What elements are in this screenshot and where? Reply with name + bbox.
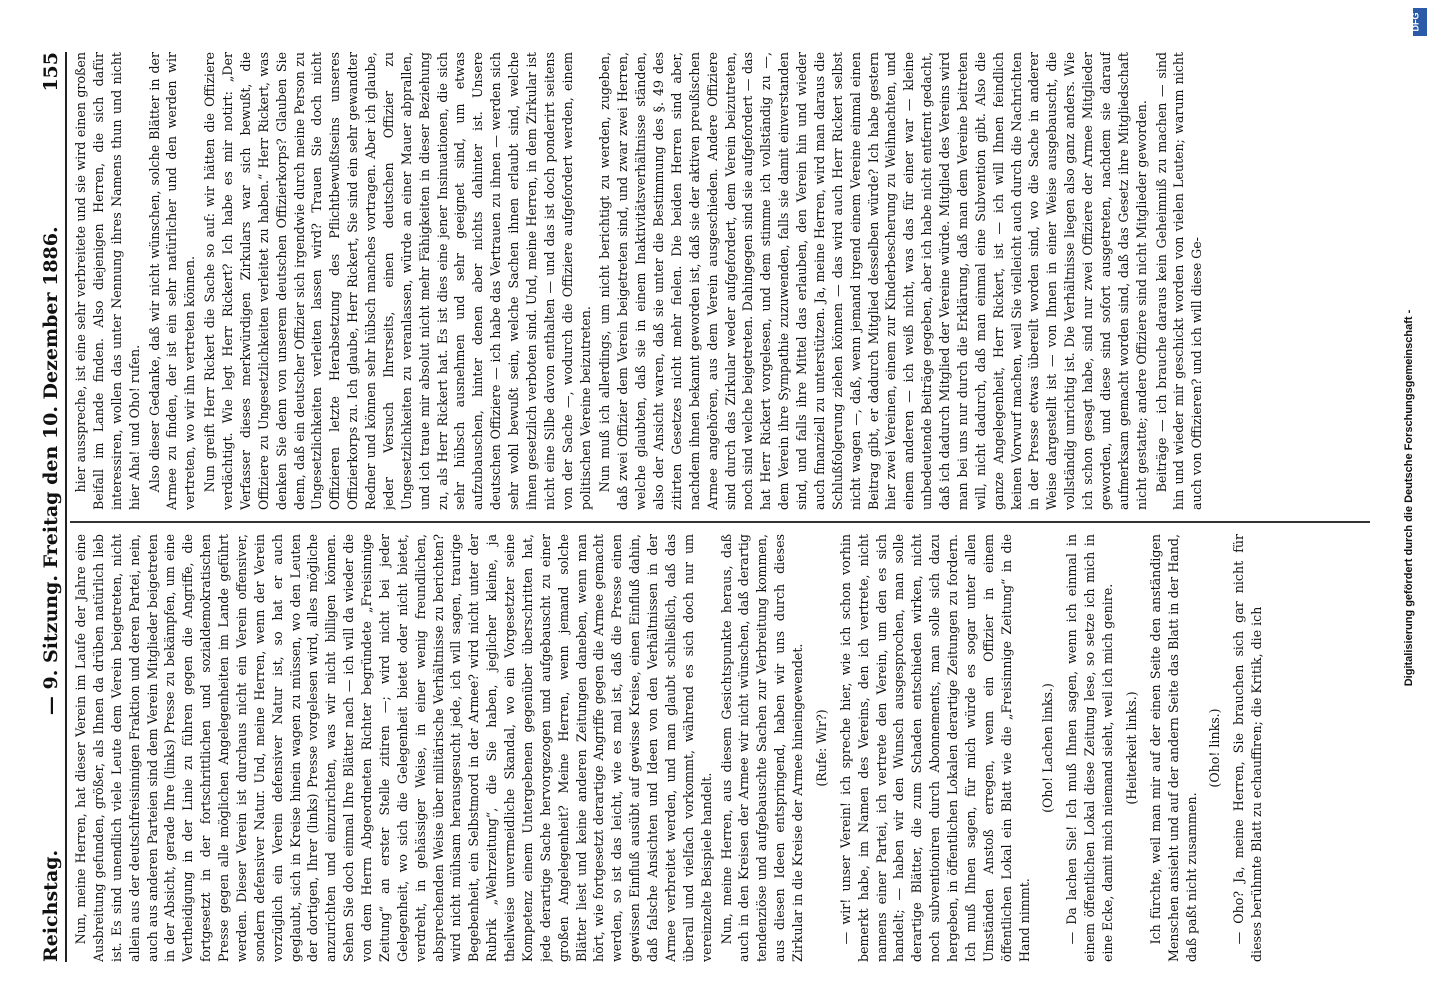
dfg-logo (1410, 8, 1427, 36)
header-date: — 9. Sitzung. Freitag den 10. Dezember 1886. (40, 226, 62, 716)
page-header (34, 52, 67, 962)
paragraph: Ich fürchte, weil man mir auf der einen Seite den anständigen Menschen ansieht und auf der andern Seite das Blatt in der Hand, daß paßt nicht zusammen. (1147, 534, 1199, 962)
digitization-credit (1397, 0, 1421, 1000)
paragraph: Nun greift Herr Rickert die Sache so auf: wir hätten die Offiziere verdächtigt. Wie legt Herr Rickert? Ich habe es mir notirt: „Der Verfasser dieses merkwürdigen Zirkulars war sich bewußt, die Offiziere zu Ungesetzlichkeiten verleitet zu haben.“ Herr Rickert, was denken Sie denn von unserem deutschen Offizierkorps? Glauben Sie denn, daß ein deutscher Offizier sich irgendwie durch meine Person zu Ungesetzlichkeiten verleiten lassen wird? Trauen Sie doch nicht Offizieren letzte Herabsetzung des Pflichtbewußtseins unseres Offizierkorps zu. Ich glaube, Herr Rickert, Sie sind ein sehr gewandter Redner und können sehr hübsch manches vortragen. Aber ich glaube, jeder Versuch Ihrerseits, einen deutschen Offizier zu Ungesetzlichkeiten zu veranlassen, würde an einer Mauer abprallen, und ich traue mir absolut nicht mehr Fähigkeiten in dieser Beziehung zu, als Herr Rickert hat. Es ist dies eine jener Insinuationen, die sich sehr hübsch ausnehmen und sehr geeignet sind, um etwas aufzubauschen, hinter denen aber nichts dahinter ist. Unsere deutschen Offiziere — ich habe das Vertrauen zu ihnen — werden sich sehr wohl bewußt sein, welche Sachen ihnen erlaubt sind, welche ihnen gesetzlich verboten sind. Und, meine Herren, in dem Zirkular ist nicht eine Silbe davon enthalten — und das ist doch ponderirt seitens von der Sache —, wodurch die Offiziere aufgefordert werden, einem politischen Vereine beizutreten. (202, 52, 593, 510)
paragraph: — wir! unser Verein! ich spreche hier, wie ich schon vorhin bemerkt habe, im Namen des Vereins, den ich vertrete, nicht namens einer Partei, ich vertrete den Verein, um den es sich handelt; — haben wir den Wunsch ausgesprochen, man solle derartige Blätter, die zum Schaden entschieden wirken, nicht noch subventioniren durch Abonnements, man solle sich dazu hergeben, in öffentlichen Lokalen derartige Zeitungen zu fordern. Ich muß Ihnen sagen, für mich würde es sogar unter allen Umständen Anstoß erregen, wenn ein Offizier in einem öffentlichen Lokal ein Blatt wie die „Freisinnige Zeitung“ in die Hand nimmt. (837, 534, 1032, 962)
paragraph: Also dieser Gedanke, daß wir nicht wünschen, solche Blätter in der Armee zu finden, der ist ein sehr natürlicher und den werden wir vertreten, wo wir ihn vertreten können. (146, 52, 198, 510)
right-column (72, 52, 1372, 510)
left-column (72, 534, 1372, 962)
header-left: Reichstag. (40, 849, 62, 962)
dfg-logo-text: DFG (1410, 12, 1421, 32)
paragraph: (Oho! Lachen links.) (1040, 683, 1056, 813)
column-divider (70, 521, 1370, 523)
paragraph: (Oho! links.) (1207, 708, 1223, 788)
credit-text: Digitalisierung gefördert durch die Deutsche Forschungsgemeinschaft - (1403, 309, 1415, 687)
paragraph: Nun muß ich allerdings, um nicht berichtigt zu werden, zugeben, daß zwei Offizier dem Verein beigetreten sind, und zwar zwei Herren, welche glaubten, daß sie in einem Inaktivitätsverhältnisse ständen, also der Ansicht waren, daß sie unter die Bestimmung des §. 49 des zitirten Gesetzes nicht mehr fielen. Die beiden Herren sind aber, nachdem ihnen bekannt geworden ist, daß sie der aktiven preußischen Armee angehören, aus dem Verein ausgeschieden. Andere Offiziere sind durch das Zirkular weder aufgefordert, dem Verein beizutreten, noch sind welche beigetreten. Dahingegen sind sie aufgefordert — das hat Herr Rickert vorgelesen, und dem stimme ich vollständig zu —, dem Verein ihre Sympathie zuzuwenden, falls sie damit einverstanden sind, und falls ihre Mittel das erlauben, den Verein hin und wieder auch finanziell zu unterstützen. Ja, meine Herren, wird man daraus die Schlußfolgerung ziehen können — das wird auch Herr Rickert selbst nicht wagen —, daß, wenn jemand irgend einem Vereine einmal einen Beitrag gibt, er dadurch Mitglied desselben würde? Ich habe gestern hier zwei Vereinen, einem zur Kinderbescherung zu Weihnachten, und einem anderen — ich weiß nicht, was das für einer war — kleine unbedeutende Beiträge gegeben, aber ich habe nicht entfernt gedacht, daß ich dadurch Mitglied der Vereine würde. Mitglied des Vereins wird man bei uns nur durch die Erklärung, daß man dem Vereine beitreten will, nicht dadurch, daß man einmal eine Subvention gibt. Also die ganze Angelegenheit, Herr Rickert, ist — ich will Ihnen feindlich keinen Vorwurf machen, weil Sie vielleicht auch durch die Nachrichten in der Presse etwas übereilt worden sind, wo die Sache in anderer Weise dargestellt ist — von Ihnen in einer Weise ausgebauscht, die vollständig unrichtig ist. Die Verhältnisse liegen also ganz anders. Wie ich schon gesagt habe, sind nur zwei Offiziere der Armee Mitglieder geworden, und diese sind sofort ausgetreten, nachdem sie darauf aufmerksam gemacht worden sind, daß das Gesetz ihre Mitgliedschaft nicht gestatte; andere Offiziere sind nicht Mitglieder geworden. (597, 52, 1149, 510)
paragraph: (Heiterkeit links.) (1123, 691, 1139, 805)
rotated-page (26, 20, 1406, 980)
paragraph: Beiträge — ich brauche daraus kein Geheimniß zu machen — sind hin und wieder mir geschickt worden von vielen Leuten; warum nicht auch von Offizieren? und ich will diese Ge- (1153, 52, 1205, 510)
paragraph: — Da lachen Sie! Ich muß Ihnen sagen, wenn ich einmal in einem öffentlichen Lokal diese Zeitung lese, so setze ich mich in eine Ecke, damit mich niemand sieht, weil ich mich genire. (1064, 534, 1115, 962)
page-number: 155 (40, 52, 62, 92)
paragraph: Nun, meine Herren, aus diesem Gesichtspunkte heraus, daß auch in den Kreisen der Armee wir nicht wünschen, daß derartig tendenziöse und aufgebauschte Sachen zur Verbreitung kommen, aus diesen Ideen entspringend, haben wir uns durch dieses Zirkular in die Kreise der Armee hineingewendet. (718, 534, 805, 962)
paragraph: Nun, meine Herren, hat dieser Verein im Laufe der Jahre eine Ausbreitung gefunden, größer, als Ihnen da drüben natürlich lieb ist. Es sind unendlich viele Leute dem Verein beigetreten, nicht allein aus der deutschfreisinnigen Fraktion und deren Partei, nein, auch aus anderen Parteien sind dem Verein Mitglieder beigetreten in der Absicht, gerade Ihre (links) Presse zu bekämpfen, um eine Vertheidigung in der Linie zu führen gegen die Angriffe, die fortgesetzt in der fortschrittlichen und sozialdemokratischen Presse gegen alle möglichen Angelegenheiten im Lande geführt werden. Dieser Verein ist durchaus nicht ein Verein offensiver, sondern defensiver Natur. Und, meine Herren, wenn der Verein vorzüglich ein Verein defensiver Natur ist, so hat er auch geglaubt, sich in Kreise hinein wagen zu müssen, wo den Leuten der dortigen, Ihrer (links) Presse vorgelesen wird, alles mögliche anzurichten und einzurichten, was wir nicht billigen können. Sehen Sie doch einmal Ihre Blätter nach — ich will da wieder die von dem Herrn Abgeordneten Richter begründete „Freisinnige Zeitung“ an erster Stelle zitiren —; wird nicht bei jeder Gelegenheit, wo sich die Gelegenheit bietet oder nicht bietet, verdreht, in gehässiger Weise, in einer wenig freundlichen, absprechenden Weise über militärische Verhältnisse zu berichten? wird nicht mühsam herausgesucht jede, ich will sagen, traurige Begebenheit, ein Selbstmord in der Armee? wird nicht unter der Rubrik „Wehrzeitung“, die Sie haben, jeglicher kleine, ja theilweise unvermeidliche Skandal, wo ein Vorgesetzter seine Kompetenz einem Untergebenen gegenüber überschritten hat, jede derartige Sache hervorgezogen und aufgebauscht zu einer großen Angelegenheit? Meine Herren, wenn jemand solche Blätter liest und keine anderen Zeitungen daneben, wenn man hört, wie fortgesetzt derartige Angriffe gegen die Armee gemacht werden, so ist das leicht, wie es mal ist, daß die Presse einen gewissen Einfluß ausübt auf gewisse Kreise, einen Einfluß dahin, daß falsche Ansichten und Ideen von den Verhältnissen in der Armee verbreitet werden, und man glaubt schließlich, daß das überall und vielfach vorkommt, während es sich doch nur um vereinzelte Beispiele handelt. (73, 534, 714, 962)
paragraph: (Rufe: Wir?) (813, 709, 829, 787)
paragraph: hier ausspreche, ist eine sehr verbreitete und sie wird einen großen Beifall im Lande finden. Also diejenigen Herren, die sich dafür interessiren, wollen das unter Nennung ihres Namens thun und nicht hier Aha! und Oho! rufen. (73, 52, 142, 510)
paragraph: — Oho? Ja, meine Herren, Sie brauchen sich gar nicht für dieses berühmte Blatt zu echauffiren; die Kritik, die ich (1231, 534, 1265, 962)
